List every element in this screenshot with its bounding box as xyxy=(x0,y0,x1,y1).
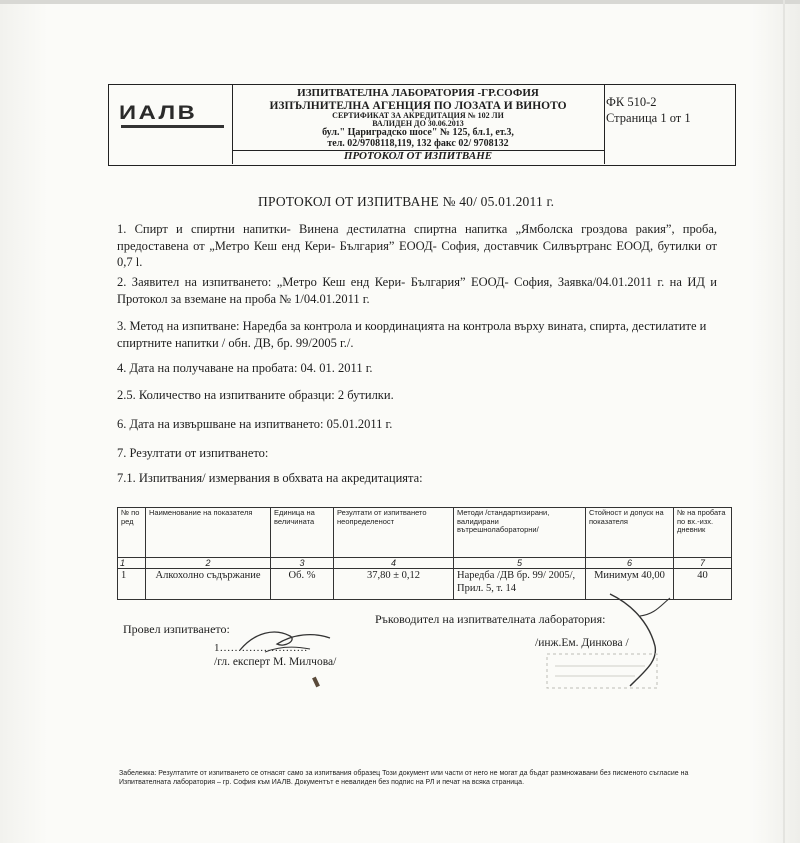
stamp-impression xyxy=(545,652,660,692)
col-number: 3 xyxy=(271,558,334,569)
scan-edge-right xyxy=(783,0,785,843)
header-institution xyxy=(232,85,605,164)
head-of-lab-name: /инж.Ем. Динкова / xyxy=(535,637,629,649)
item-test-date: 6. Дата на извършване на изпитването: 05.01.2011 г. xyxy=(117,417,393,431)
cell-value: Минимум 40,00 xyxy=(586,569,674,600)
cell-name: Алкохолно съдържание xyxy=(146,569,271,600)
performed-by-name: /гл. експерт М. Милчова/ xyxy=(214,656,337,668)
item-sample: 1. Спирт и спиртни напитки- Винена дестилатна спиртна напитка „Ямболска гроздова ракия”, проба, предоставена от „Метро Кеш енд Кери- България” ЕООД- София, доставчик Силвъртранс ЕООД, бутилки от 0,7 l. xyxy=(117,222,717,269)
col-header-name: Наименование на показателя xyxy=(146,508,271,558)
col-header-result: Резултати от изпитването неопределеност xyxy=(334,508,454,558)
col-number: 7 xyxy=(674,558,732,569)
header-doc-type: ПРОТОКОЛ ОТ ИЗПИТВАНЕ xyxy=(232,150,604,164)
cell-no: 1 xyxy=(118,569,146,600)
protocol-title: ПРОТОКОЛ ОТ ИЗПИТВАНЕ № 40/ 05.01.2011 г. xyxy=(258,194,555,209)
header-form-info xyxy=(606,95,691,126)
col-number: 6 xyxy=(586,558,674,569)
performed-by-dots: 1…………………… xyxy=(214,642,308,654)
footer-note: Забележка: Резултатите от изпитването се отнасят само за изпитвания образец Този документ или части от него не могат да бъдат размножавани без писменото съгласие на Изпитвателната лаборатория – гр. София към ИАЛВ. Документът е невалиден без подпис на РЛ и печат на всяка страница. xyxy=(119,770,689,787)
signature-milchova xyxy=(235,622,335,658)
cell-sample: 40 xyxy=(674,569,732,600)
lab-name: ИЗПИТВАТЕЛНА ЛАБОРАТОРИЯ -ГР.СОФИЯ xyxy=(297,87,539,99)
col-number: 5 xyxy=(454,558,586,569)
document-header xyxy=(108,84,736,166)
logo-underline xyxy=(121,125,224,128)
col-number: 2 xyxy=(146,558,271,569)
agency-name: ИЗПЪЛНИТЕЛНА АГЕНЦИЯ ПО ЛОЗАТА И ВИНОТО xyxy=(269,99,567,112)
col-header-unit: Единица на величината xyxy=(271,508,334,558)
col-number: 1 xyxy=(118,558,146,569)
ialv-logo xyxy=(109,85,233,164)
item-quantity: 2.5. Количество на изпитваните образци: 2 бутилки. xyxy=(117,388,394,402)
col-header-value: Стойност и допуск на показателя xyxy=(586,508,674,558)
cell-method: Наредба /ДВ бр. 99/ 2005/, Прил. 5, т. 14 xyxy=(454,569,586,600)
col-header-no: № по ред xyxy=(118,508,146,558)
col-header-sample: № на пробата по вх.-изх. дневник xyxy=(674,508,732,558)
table-header-row xyxy=(118,508,732,558)
performed-by-label: Провел изпитването: xyxy=(123,622,230,636)
lab-address: бул." Цариградско шосе" № 125, бл.1, ет.3, xyxy=(322,127,514,139)
col-number: 4 xyxy=(334,558,454,569)
cell-result: 37,80 ± 0,12 xyxy=(334,569,454,600)
col-header-method: Методи /стандартизирани, валидирани вътрешнолабораторни/ xyxy=(454,508,586,558)
item-results: 7. Резултати от изпитването: xyxy=(117,446,269,460)
item-results-accredited: 7.1. Изпитвания/ измервания в обхвата на акредитацията: xyxy=(117,471,423,485)
accreditation-certificate: СЕРТИФИКАТ ЗА АКРЕДИТАЦИЯ № 102 ЛИ xyxy=(332,110,504,120)
page-number: Страница 1 от 1 xyxy=(606,110,691,125)
head-of-lab-label: Ръководител на изпитвателната лаборатория: xyxy=(375,612,606,626)
scan-edge-top xyxy=(0,0,800,4)
item-receipt-date: 4. Дата на получаване на пробата: 04. 01. 2011 г. xyxy=(117,361,373,375)
accreditation-validity: ВАЛИДЕН ДО 30.06.2013 xyxy=(372,119,464,128)
item-method: 3. Метод на изпитване: Наредба за контрола и координацията на контрола върху вината, спирта, дестилатите и спиртните напитки / обн. ДВ, бр. 99/2005 г./. xyxy=(117,319,707,350)
lab-phone: тел. 02/9708118,119, 132 факс 02/ 9708132 xyxy=(327,137,509,149)
item-applicant: 2. Заявител на изпитването: „Метро Кеш енд Кери- България” ЕООД- София, Заявка/04.01.2011 г. на ИД и Протокол за вземане на проба № 1/04.01.2011 г. xyxy=(117,275,717,306)
table-column-numbers xyxy=(118,558,732,569)
form-code: ФК 510-2 xyxy=(606,95,657,109)
logo-text: ИАЛВ xyxy=(119,103,198,124)
cell-unit: Об. % xyxy=(271,569,334,600)
